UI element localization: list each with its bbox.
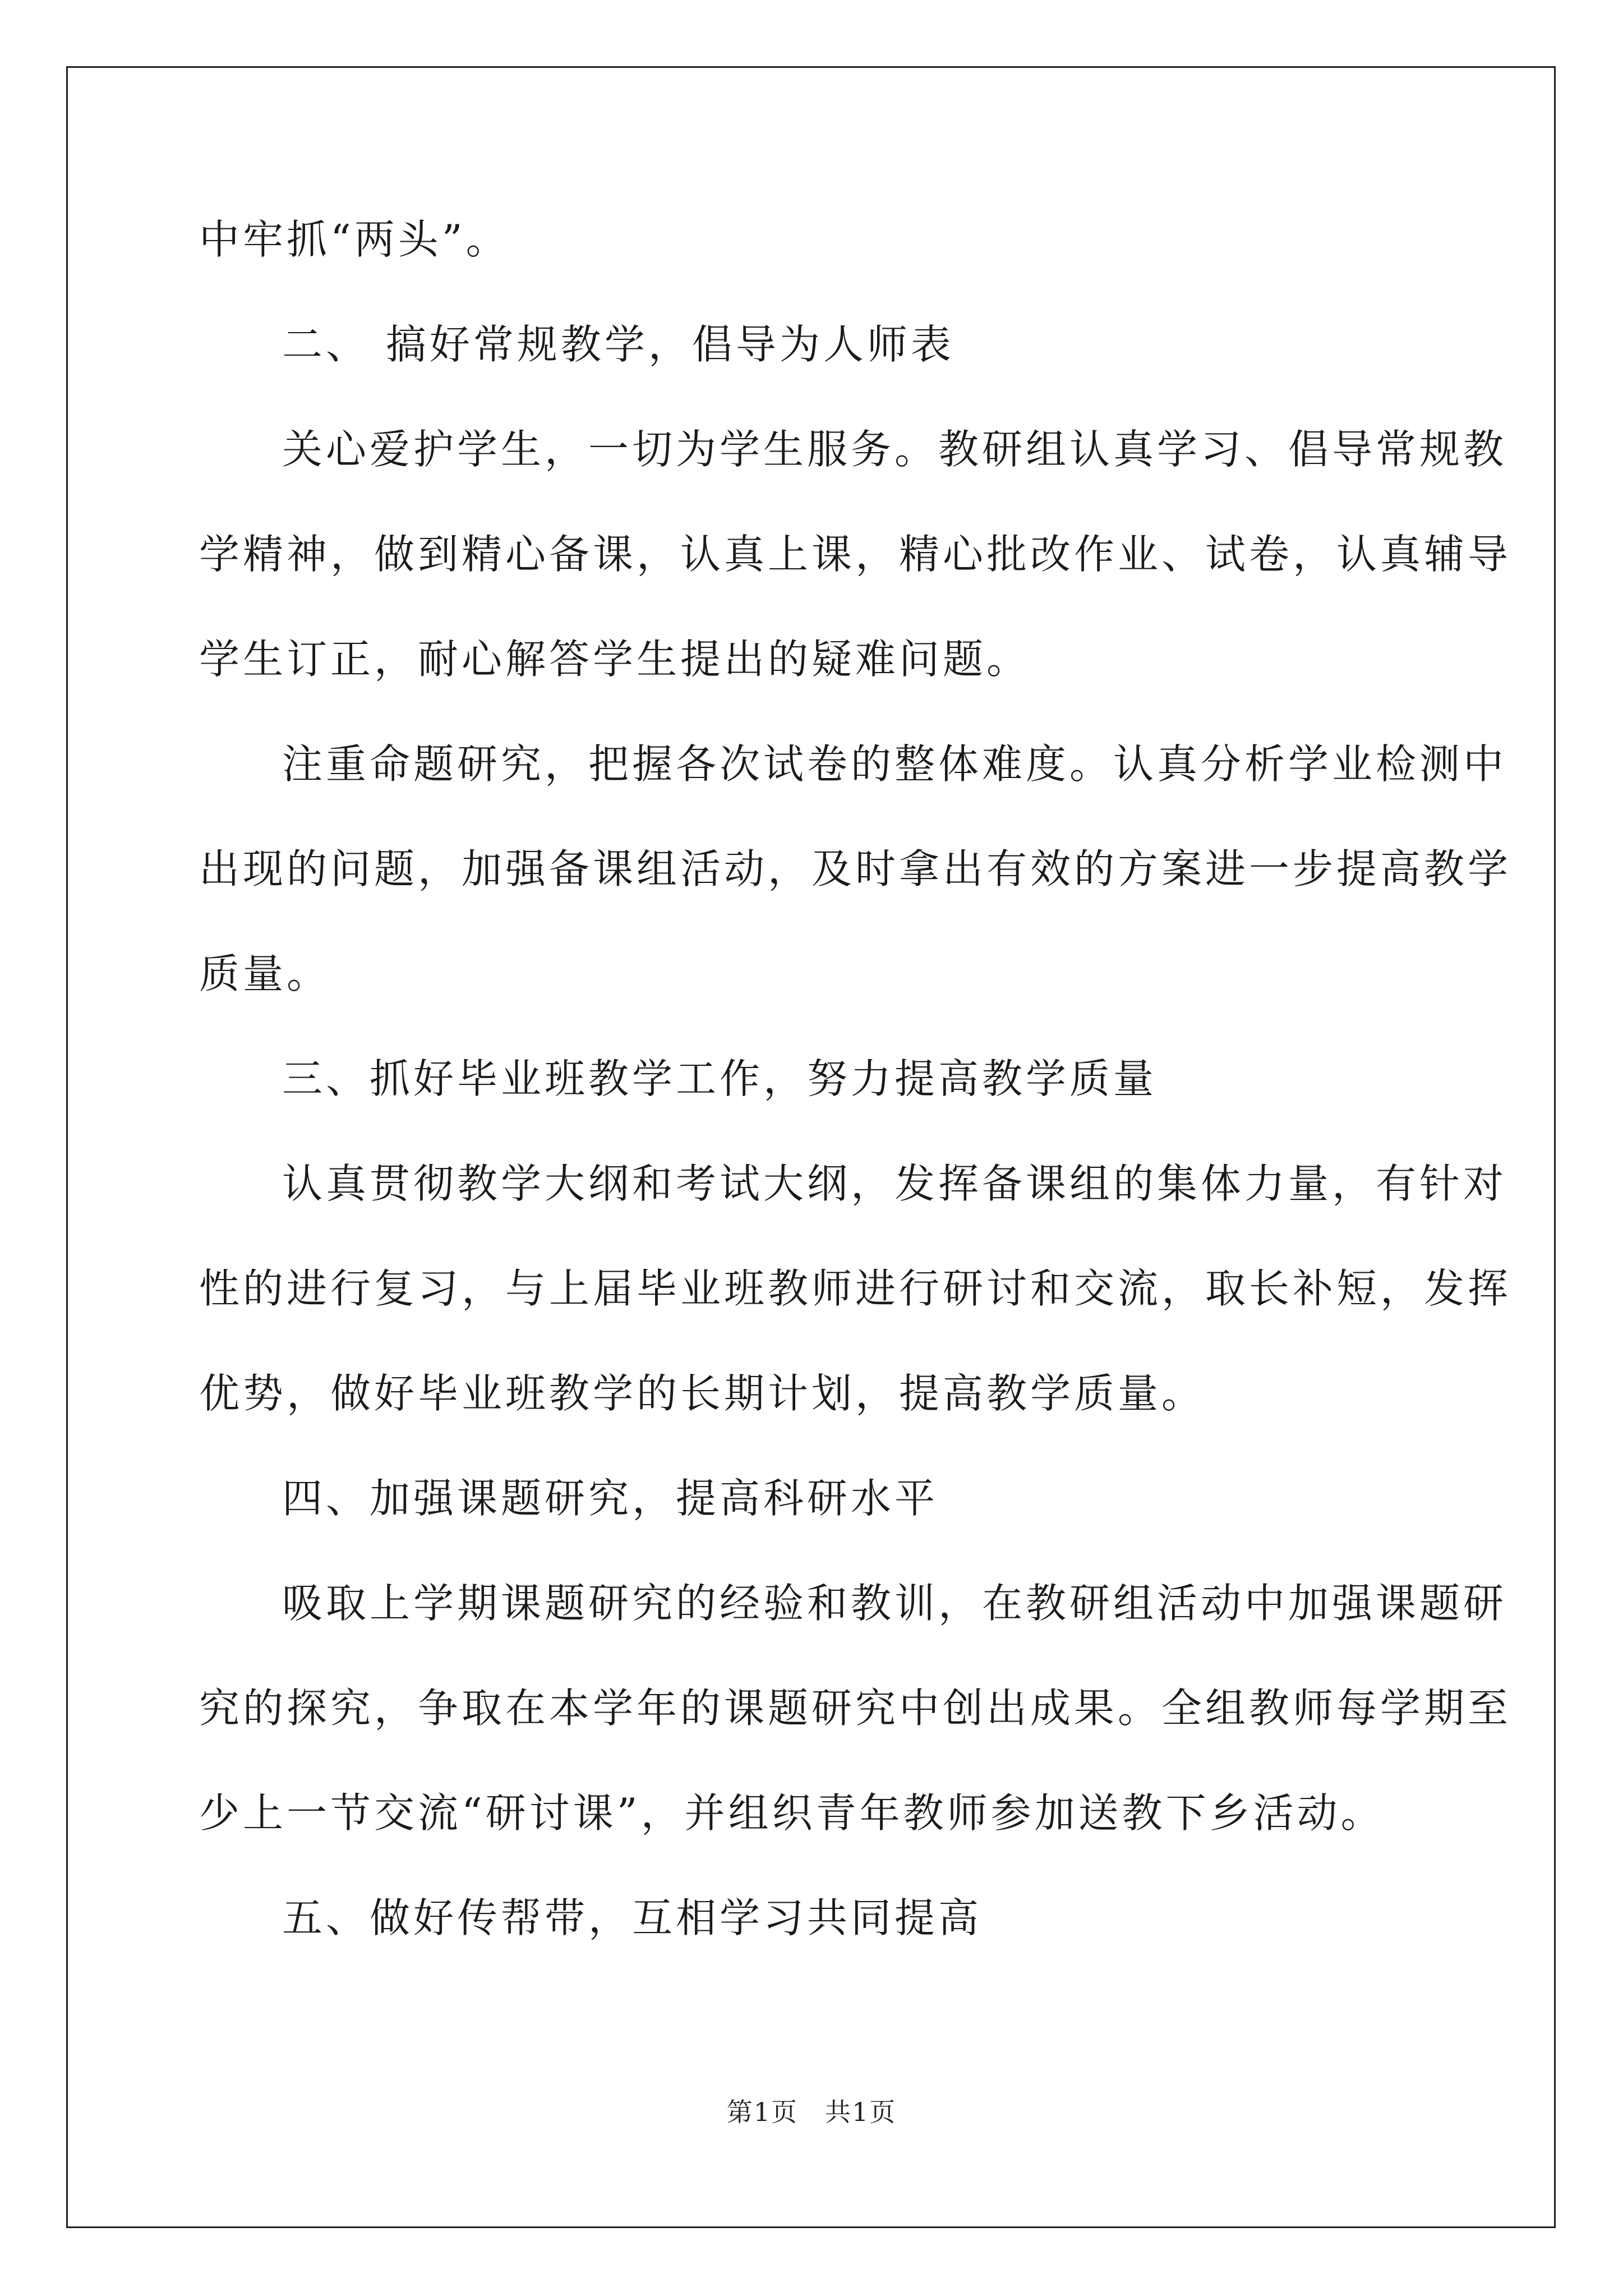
paragraph-line: 认真贯彻教学大纲和考试大纲，发挥备课组的集体力量，有针对 — [282, 1160, 1507, 1207]
section-heading-3: 三、抓好毕业班教学工作，努力提高教学质量 — [282, 1055, 1158, 1102]
paragraph-line: 注重命题研究，把握各次试卷的整体难度。认真分析学业检测中 — [282, 740, 1507, 788]
paragraph-line: 性的进行复习，与上届毕业班教师进行研讨和交流，取长补短，发挥 — [199, 1265, 1512, 1312]
paragraph-line: 吸取上学期课题研究的经验和教训，在教研组活动中加强课题研 — [282, 1580, 1507, 1627]
section-heading-5: 五、做好传帮带，互相学习共同提高 — [282, 1894, 983, 1941]
paragraph-line: 中牢抓“两头”。 — [199, 216, 510, 263]
paragraph-line: 关心爱护学生，一切为学生服务。教研组认真学习、倡导常规教 — [282, 426, 1507, 473]
paragraph-line: 优势，做好毕业班教学的长期计划，提高教学质量。 — [199, 1370, 1206, 1417]
section-heading-4: 四、加强课题研究，提高科研水平 — [282, 1475, 939, 1522]
paragraph-line: 学精神，做到精心备课，认真上课，精心批改作业、试卷，认真辅导 — [199, 531, 1512, 578]
paragraph-line: 究的探究，争取在本学年的课题研究中创出成果。全组教师每学期至 — [199, 1685, 1512, 1732]
paragraph-line: 出现的问题，加强备课组活动，及时拿出有效的方案进一步提高教学 — [199, 845, 1512, 892]
document-body — [199, 209, 1512, 1992]
page-number-footer: 第1页 共1页 — [726, 2097, 897, 2127]
paragraph-line: 质量。 — [199, 950, 331, 997]
paragraph-line: 学生订正，耐心解答学生提出的疑难问题。 — [199, 636, 1031, 683]
paragraph-line: 少上一节交流“研讨课”，并组织青年教师参加送教下乡活动。 — [199, 1789, 1385, 1837]
section-heading-2: 二、 搞好常规教学，倡导为人师表 — [282, 321, 955, 368]
